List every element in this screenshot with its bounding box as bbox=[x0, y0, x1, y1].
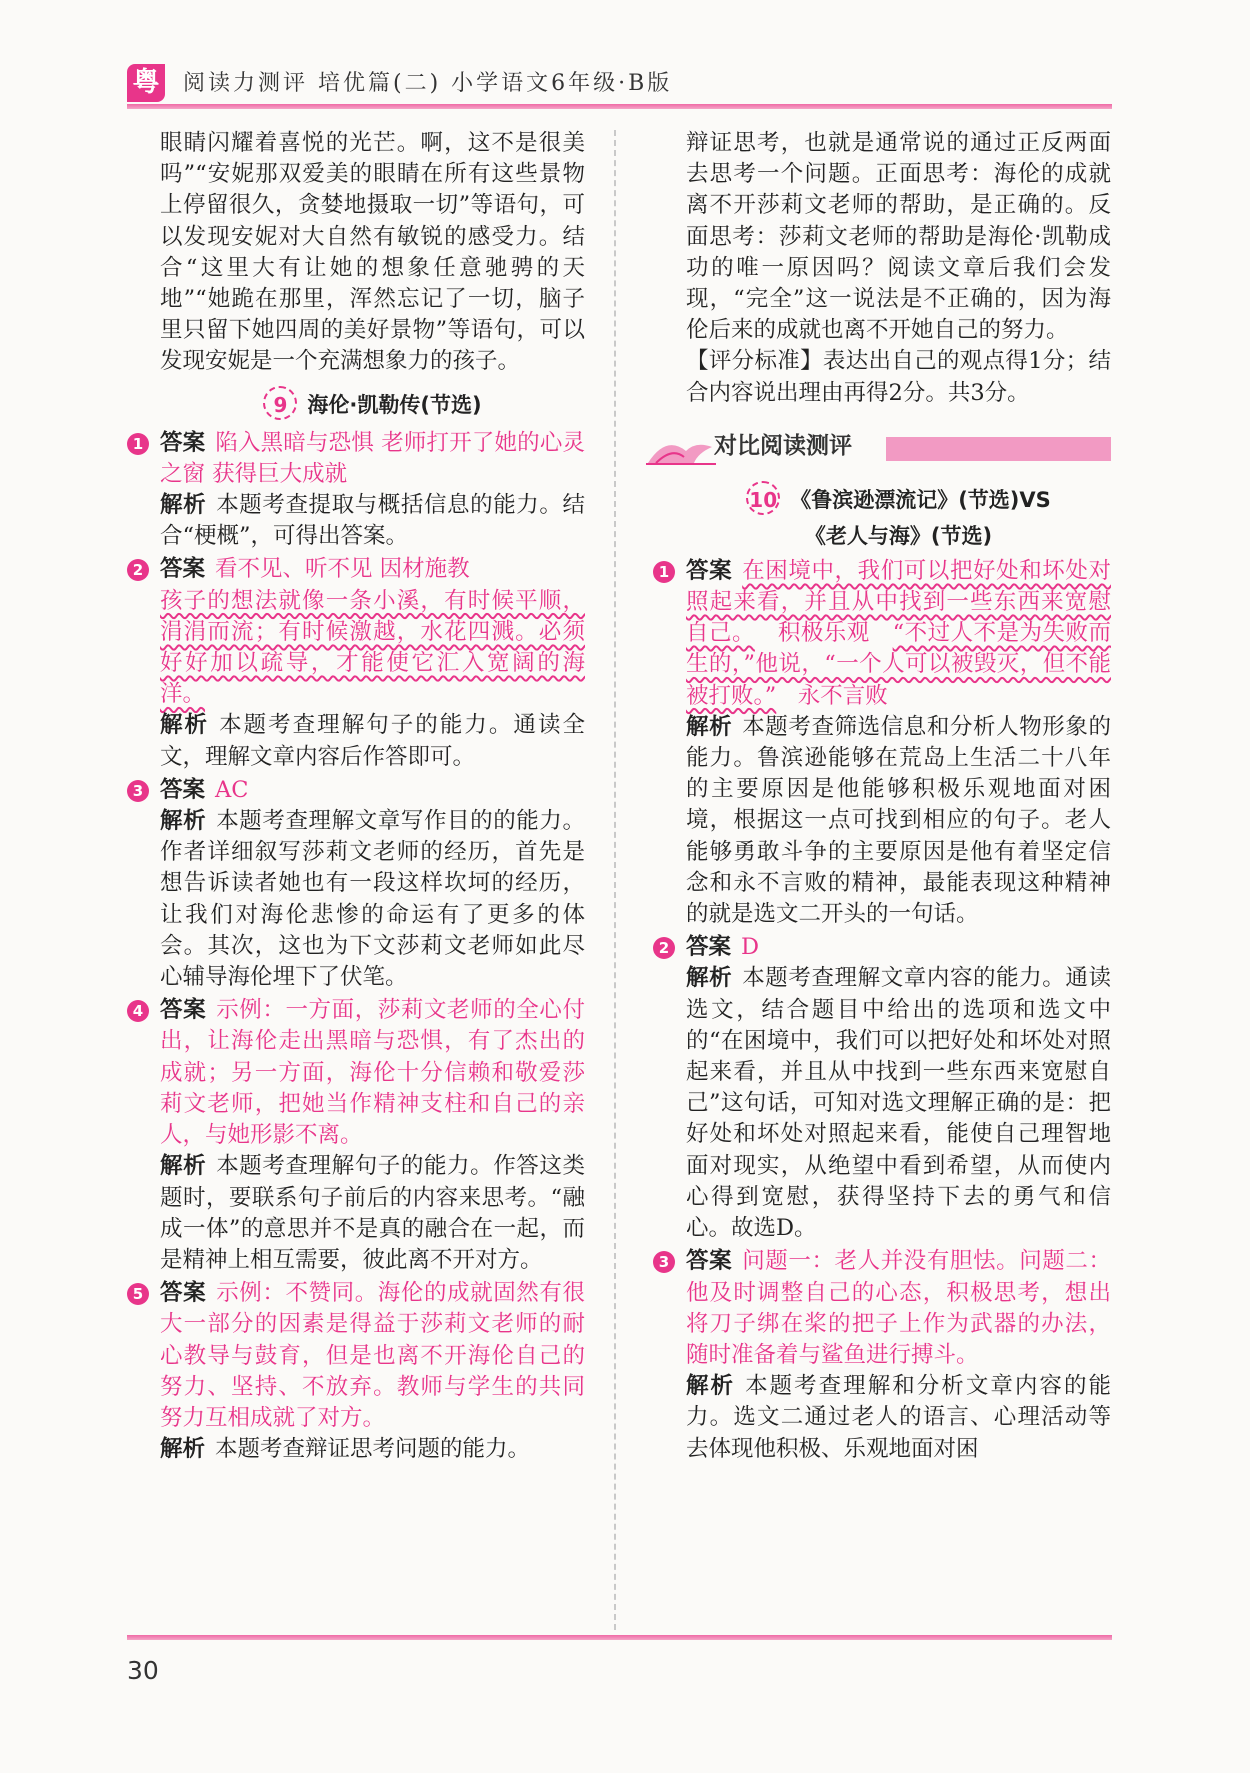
section-title-line1: 《鲁滨逊漂流记》(节选)VS bbox=[790, 487, 1051, 512]
banner-bar bbox=[886, 437, 1111, 461]
answer-text: 问题一：老人并没有胆怯。问题二：他及时调整自己的心态，积极思考，想出将刀子绑在桨的把子上作为武器的办法，随时准备着与鲨鱼进行搏斗。 bbox=[686, 1248, 1111, 1368]
question-5 bbox=[132, 1278, 585, 1465]
section-10-title bbox=[686, 481, 1111, 554]
right-column bbox=[658, 128, 1111, 1465]
header-title: 阅读力测评 培优篇(二) 小学语文6年级·B版 bbox=[183, 71, 673, 96]
question-2 bbox=[658, 932, 1111, 1244]
question-1 bbox=[658, 556, 1111, 930]
analysis-label: 解析 bbox=[160, 492, 207, 519]
comparative-reading-banner bbox=[646, 427, 1111, 469]
question-number-badge: 1 bbox=[127, 433, 149, 455]
analysis-label: 解析 bbox=[686, 965, 733, 992]
question-3 bbox=[658, 1246, 1111, 1464]
question-number-badge: 3 bbox=[127, 780, 149, 802]
section-number-badge: 10 bbox=[746, 481, 780, 515]
analysis-label: 解析 bbox=[686, 713, 733, 740]
section-number-badge: 9 bbox=[263, 386, 297, 420]
question-1 bbox=[132, 428, 585, 553]
section-9-title bbox=[160, 386, 585, 422]
answer-label: 答案 bbox=[160, 1280, 207, 1307]
answer-text: 示例：一方面，莎莉文老师的全心付出，让海伦走出黑暗与恐惧，有了杰出的成就；另一方面，海伦十分信赖和敬爱莎莉文老师，把她当作精神支柱和自己的亲人，与她形影不离。 bbox=[160, 997, 585, 1149]
answer-underlined-2: “不过人不是为失败而生的，”他说，“一个人可以被毁灭，但不能被打败。” bbox=[686, 620, 1111, 709]
analysis-text: 本题考查筛选信息和分析人物形象的能力。鲁滨逊能够在荒岛上生活二十八年的主要原因是他能够积极乐观地面对困境，根据这一点可找到相应的句子。老人能够勇敢斗争的主要原因是他有着坚定信念和永不言败的精神，最能表现这种精神的就是选文二开头的一句话。 bbox=[686, 713, 1111, 928]
answer-label: 答案 bbox=[686, 1248, 733, 1275]
question-number-badge: 4 bbox=[127, 1000, 149, 1022]
answer-label: 答案 bbox=[686, 557, 733, 584]
answer-text: 积极乐观 bbox=[754, 620, 893, 647]
footer-rule bbox=[127, 1635, 1112, 1640]
answer-underlined-1: 在困境中，我们可以把好处和坏处对照起来看，并且从中找到一些东西来宽慰自己。 bbox=[686, 557, 1111, 647]
question-number-badge: 3 bbox=[653, 1251, 675, 1273]
question-3 bbox=[132, 775, 585, 993]
answer-label: 答案 bbox=[160, 997, 207, 1024]
analysis-text: 本题考查理解文章写作目的的能力。作者详细叙写莎莉文老师的经历，首先是想告诉读者她也有一段这样坎坷的经历，让我们对海伦悲惨的命运有了更多的体会。其次，这也为下文莎莉文老师如此尽心辅导海伦埋下了伏笔。 bbox=[160, 808, 585, 991]
region-badge: 粤 bbox=[127, 64, 165, 102]
analysis-text: 本题考查提取与概括信息的能力。结合“梗概”，可得出答案。 bbox=[160, 492, 585, 550]
answer-text: 看不见、听不见 因材施教 bbox=[215, 556, 470, 583]
answer-text: 示例：不赞同。海伦的成就固然有很大一部分的因素是得益于莎莉文老师的耐心教导与鼓育，但是也离不开海伦自己的努力、坚持、不放弃。教师与学生的共同努力互相成就了对方。 bbox=[160, 1280, 585, 1431]
answer-text: 陷入黑暗与恐惧 老师打开了她的心灵之窗 获得巨大成就 bbox=[160, 429, 585, 487]
question-2 bbox=[132, 554, 585, 772]
analysis-text: 本题考查理解句子的能力。作答这类题时，要联系句子前后的内容来思考。“融成一体”的意思并不是真的融合在一起，而是精神上相互需要，彼此离不开对方。 bbox=[160, 1153, 585, 1273]
section-title-line2: 《老人与海》(节选) bbox=[804, 523, 993, 548]
analysis-label: 解析 bbox=[686, 1373, 736, 1400]
question-4 bbox=[132, 995, 585, 1276]
scoring-criteria: 【评分标准】表达出自己的观点得1分；结合内容说出理由再得2分。共3分。 bbox=[686, 348, 1111, 406]
analysis-label: 解析 bbox=[160, 808, 207, 835]
column-divider bbox=[614, 130, 616, 1630]
analysis-label: 解析 bbox=[160, 1153, 207, 1180]
analysis-text: 本题考查理解文章内容的能力。通读选文，结合题目中给出的选项和选文中的“在困境中，我们可以把好处和坏处对照起来看，并且从中找到一些东西来宽慰自己”这句话，可知对选文理解正确的是：把好处和坏处对照起来看，能使自己理智地面对现实，从绝望中看到希望，从而使内心得到宽慰，获得坚持下去的勇气和信心。故选D。 bbox=[686, 965, 1111, 1242]
answer-text-end: 永不言败 bbox=[776, 682, 888, 709]
answer-text: AC bbox=[215, 776, 249, 803]
answer-label: 答案 bbox=[160, 429, 206, 456]
answer-label: 答案 bbox=[160, 776, 206, 803]
banner-text: 对比阅读测评 bbox=[714, 432, 852, 459]
header-rule bbox=[127, 104, 1112, 109]
answer-text: D bbox=[741, 934, 760, 961]
section-title-text: 海伦·凯勒传(节选) bbox=[307, 392, 482, 417]
analysis-text: 本题考查理解和分析文章内容的能力。选文二通过老人的语言、心理活动等去体现他积极、乐观地面对困 bbox=[686, 1373, 1111, 1462]
analysis-text: 本题考查辩证思考问题的能力。 bbox=[215, 1436, 531, 1463]
question-number-badge: 2 bbox=[653, 937, 675, 959]
page-header bbox=[127, 64, 1112, 102]
question-number-badge: 1 bbox=[653, 561, 675, 583]
wing-decoration-icon bbox=[646, 433, 716, 465]
question-number-badge: 5 bbox=[127, 1283, 149, 1305]
analysis-label: 解析 bbox=[160, 1436, 206, 1463]
analysis-text: 本题考查理解句子的能力。通读全文，理解文章内容后作答即可。 bbox=[160, 712, 585, 770]
question-number-badge: 2 bbox=[127, 559, 149, 581]
left-column bbox=[132, 128, 585, 1465]
intro-paragraph: 眼睛闪耀着喜悦的光芒。啊，这不是很美吗”“安妮那双爱美的眼睛在所有这些景物上停留很久，贪婪地摄取一切”等语句，可以发现安妮对大自然有敏锐的感受力。结合“这里大有让她的想象任意驰骋的天地”“她跪在那里，浑然忘记了一切，脑子里只留下她四周的美好景物”等语句，可以发现安妮是一个充满想象力的孩子。 bbox=[160, 130, 585, 375]
page-number: 30 bbox=[127, 1656, 159, 1685]
continued-analysis: 辩证思考，也就是通常说的通过正反两面去思考一个问题。正面思考：海伦的成就离不开莎莉文老师的帮助，是正确的。反面思考：莎莉文老师的帮助是海伦·凯勒成功的唯一原因吗？阅读文章后我们会发现，“完全”这一说法是不正确的，因为海伦后来的成就也离不开她自己的努力。 bbox=[686, 130, 1111, 344]
answer-label: 答案 bbox=[686, 934, 732, 961]
answer-underlined-text: 孩子的想法就像一条小溪，有时候平顺，涓涓而流；有时候激越，水花四溅。必须好好加以疏导，才能使它汇入宽阔的海洋。 bbox=[160, 587, 585, 708]
analysis-label: 解析 bbox=[160, 712, 210, 739]
answer-label: 答案 bbox=[160, 556, 206, 583]
